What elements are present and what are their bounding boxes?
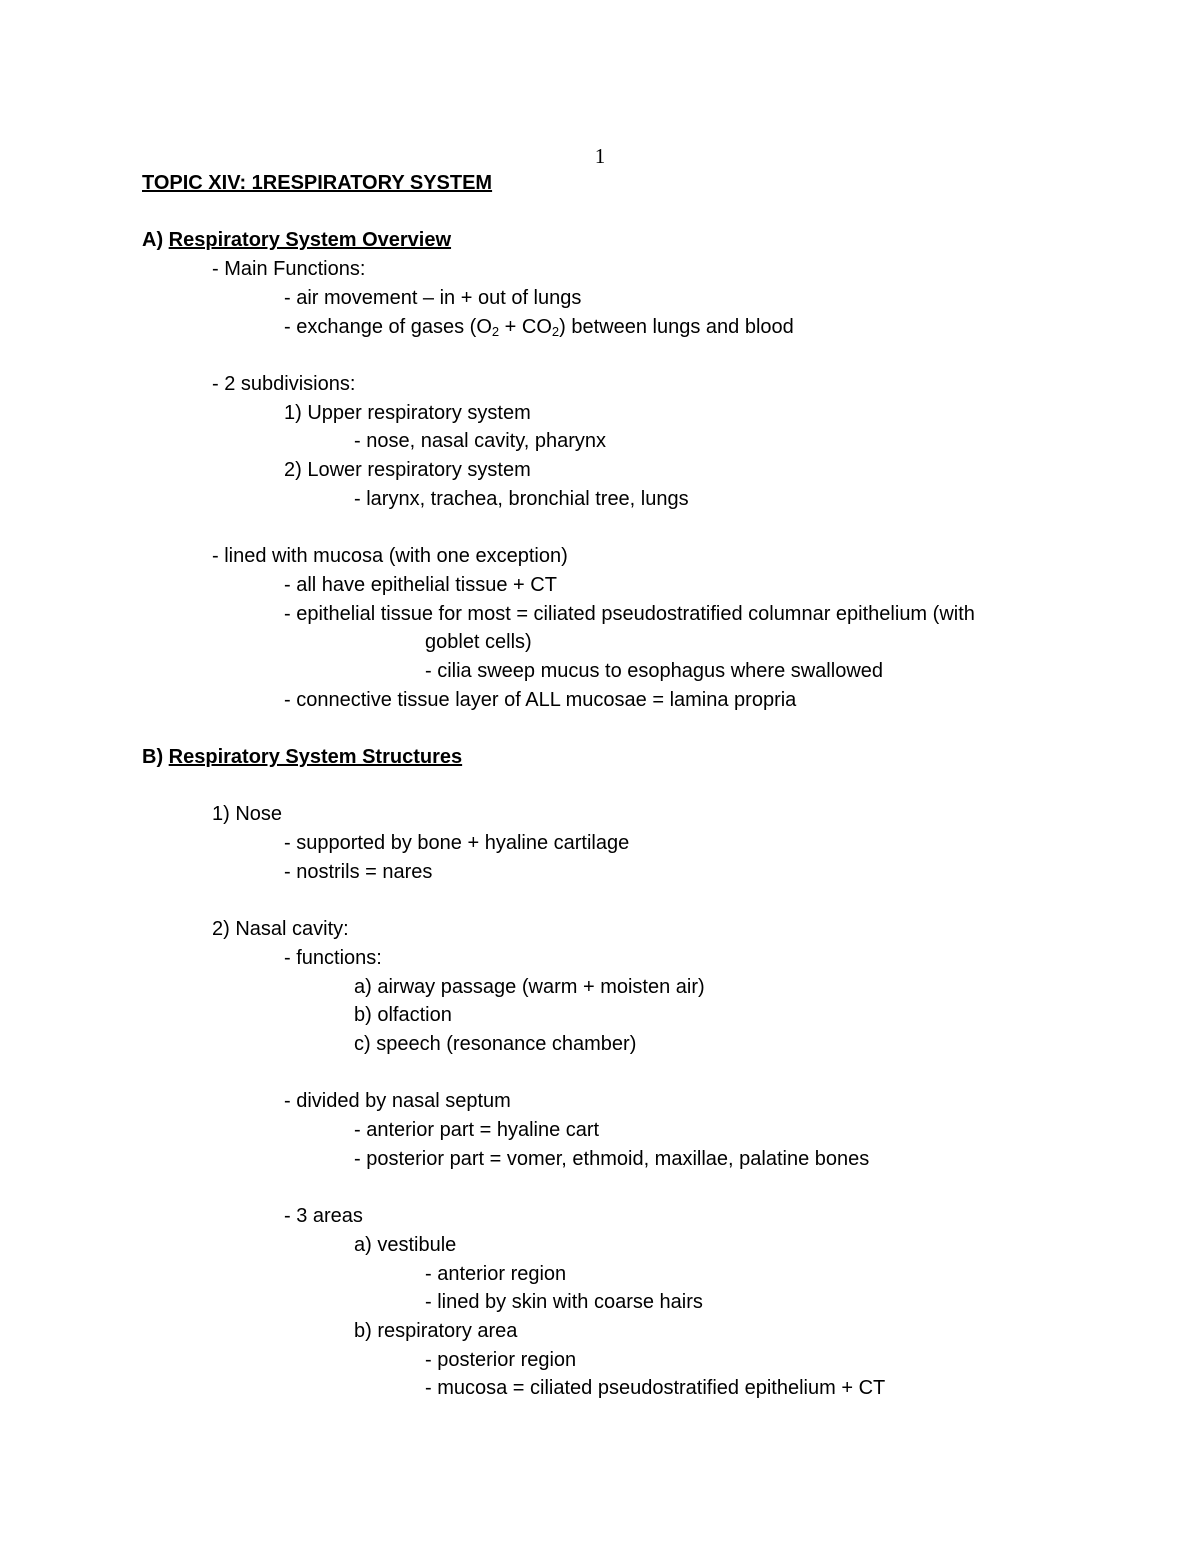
nose-nostrils: - nostrils = nares (284, 860, 433, 883)
spacer (142, 772, 1142, 801)
gas-exchange-text-a: - exchange of gases (O (284, 315, 492, 338)
spacer (142, 1174, 1142, 1203)
function-gas-exchange (142, 313, 1142, 342)
lamina-propria: - connective tissue layer of ALL mucosae = lamina propria (284, 688, 797, 711)
nose-support: - supported by bone + hyaline cartilage (284, 832, 630, 855)
page-number: 1 (594, 144, 606, 168)
nasal-cavity-heading: 2) Nasal cavity: (212, 918, 349, 941)
goblet-cells: goblet cells) (425, 631, 532, 654)
subdivisions: - 2 subdivisions: (212, 372, 356, 395)
lower-respiratory-parts: - larynx, trachea, bronchial tree, lungs (354, 487, 689, 510)
subscript-o2: 2 (491, 323, 500, 339)
cilia-sweep: - cilia sweep mucus to esophagus where swallowed (425, 659, 884, 682)
epithelial-ct: - all have epithelial tissue + CT (284, 573, 557, 596)
section-b-letter: B) (142, 746, 164, 768)
nose-heading: 1) Nose (212, 803, 283, 826)
septum-posterior: - posterior part = vomer, ethmoid, maxillae, palatine bones (354, 1147, 870, 1170)
vestibule-skin: - lined by skin with coarse hairs (425, 1291, 703, 1314)
function-olfaction: b) olfaction (354, 1004, 452, 1027)
lower-respiratory-system: 2) Lower respiratory system (284, 459, 531, 481)
section-b-heading (142, 743, 1142, 772)
document-title: TOPIC XIV: 1RESPIRATORY SYSTEM (142, 172, 493, 194)
mucosa-lining: - lined with mucosa (with one exception) (212, 545, 568, 568)
gas-exchange-text-c: ) between lungs and blood (559, 315, 794, 338)
document-body (142, 169, 1142, 1403)
function-air-movement: - air movement – in + out of lungs (284, 286, 582, 309)
upper-respiratory-system: 1) Upper respiratory system (284, 401, 531, 424)
respiratory-posterior: - posterior region (425, 1348, 577, 1371)
spacer (142, 1059, 1142, 1088)
spacer (142, 714, 1142, 743)
function-airway: a) airway passage (warm + moisten air) (354, 975, 705, 998)
respiratory-mucosa: - mucosa = ciliated pseudostratified epithelium + CT (425, 1377, 886, 1400)
main-functions: - Main Functions: (212, 258, 366, 281)
section-a-heading (142, 226, 1142, 255)
three-areas: - 3 areas (284, 1205, 363, 1228)
nasal-functions: - functions: (284, 946, 382, 969)
nasal-septum: - divided by nasal septum (284, 1090, 511, 1113)
epithelial-most: - epithelial tissue for most = ciliated pseudostratified columnar epithelium (with (284, 602, 975, 625)
respiratory-area: b) respiratory area (354, 1320, 518, 1342)
spacer (142, 198, 1142, 227)
septum-anterior: - anterior part = hyaline cart (354, 1119, 600, 1142)
section-a-title: Respiratory System Overview (168, 229, 452, 252)
upper-respiratory-parts: - nose, nasal cavity, pharynx (354, 430, 606, 453)
spacer (142, 341, 1142, 370)
spacer (142, 513, 1142, 542)
vestibule: a) vestibule (354, 1233, 457, 1256)
function-speech: c) speech (resonance chamber) (354, 1033, 637, 1055)
section-b-title: Respiratory System Structures (168, 746, 463, 768)
spacer (142, 887, 1142, 916)
vestibule-anterior: - anterior region (425, 1262, 567, 1285)
gas-exchange-text-b: + CO (499, 315, 552, 338)
section-a-letter: A) (142, 229, 164, 252)
subscript-co2: 2 (551, 323, 560, 339)
